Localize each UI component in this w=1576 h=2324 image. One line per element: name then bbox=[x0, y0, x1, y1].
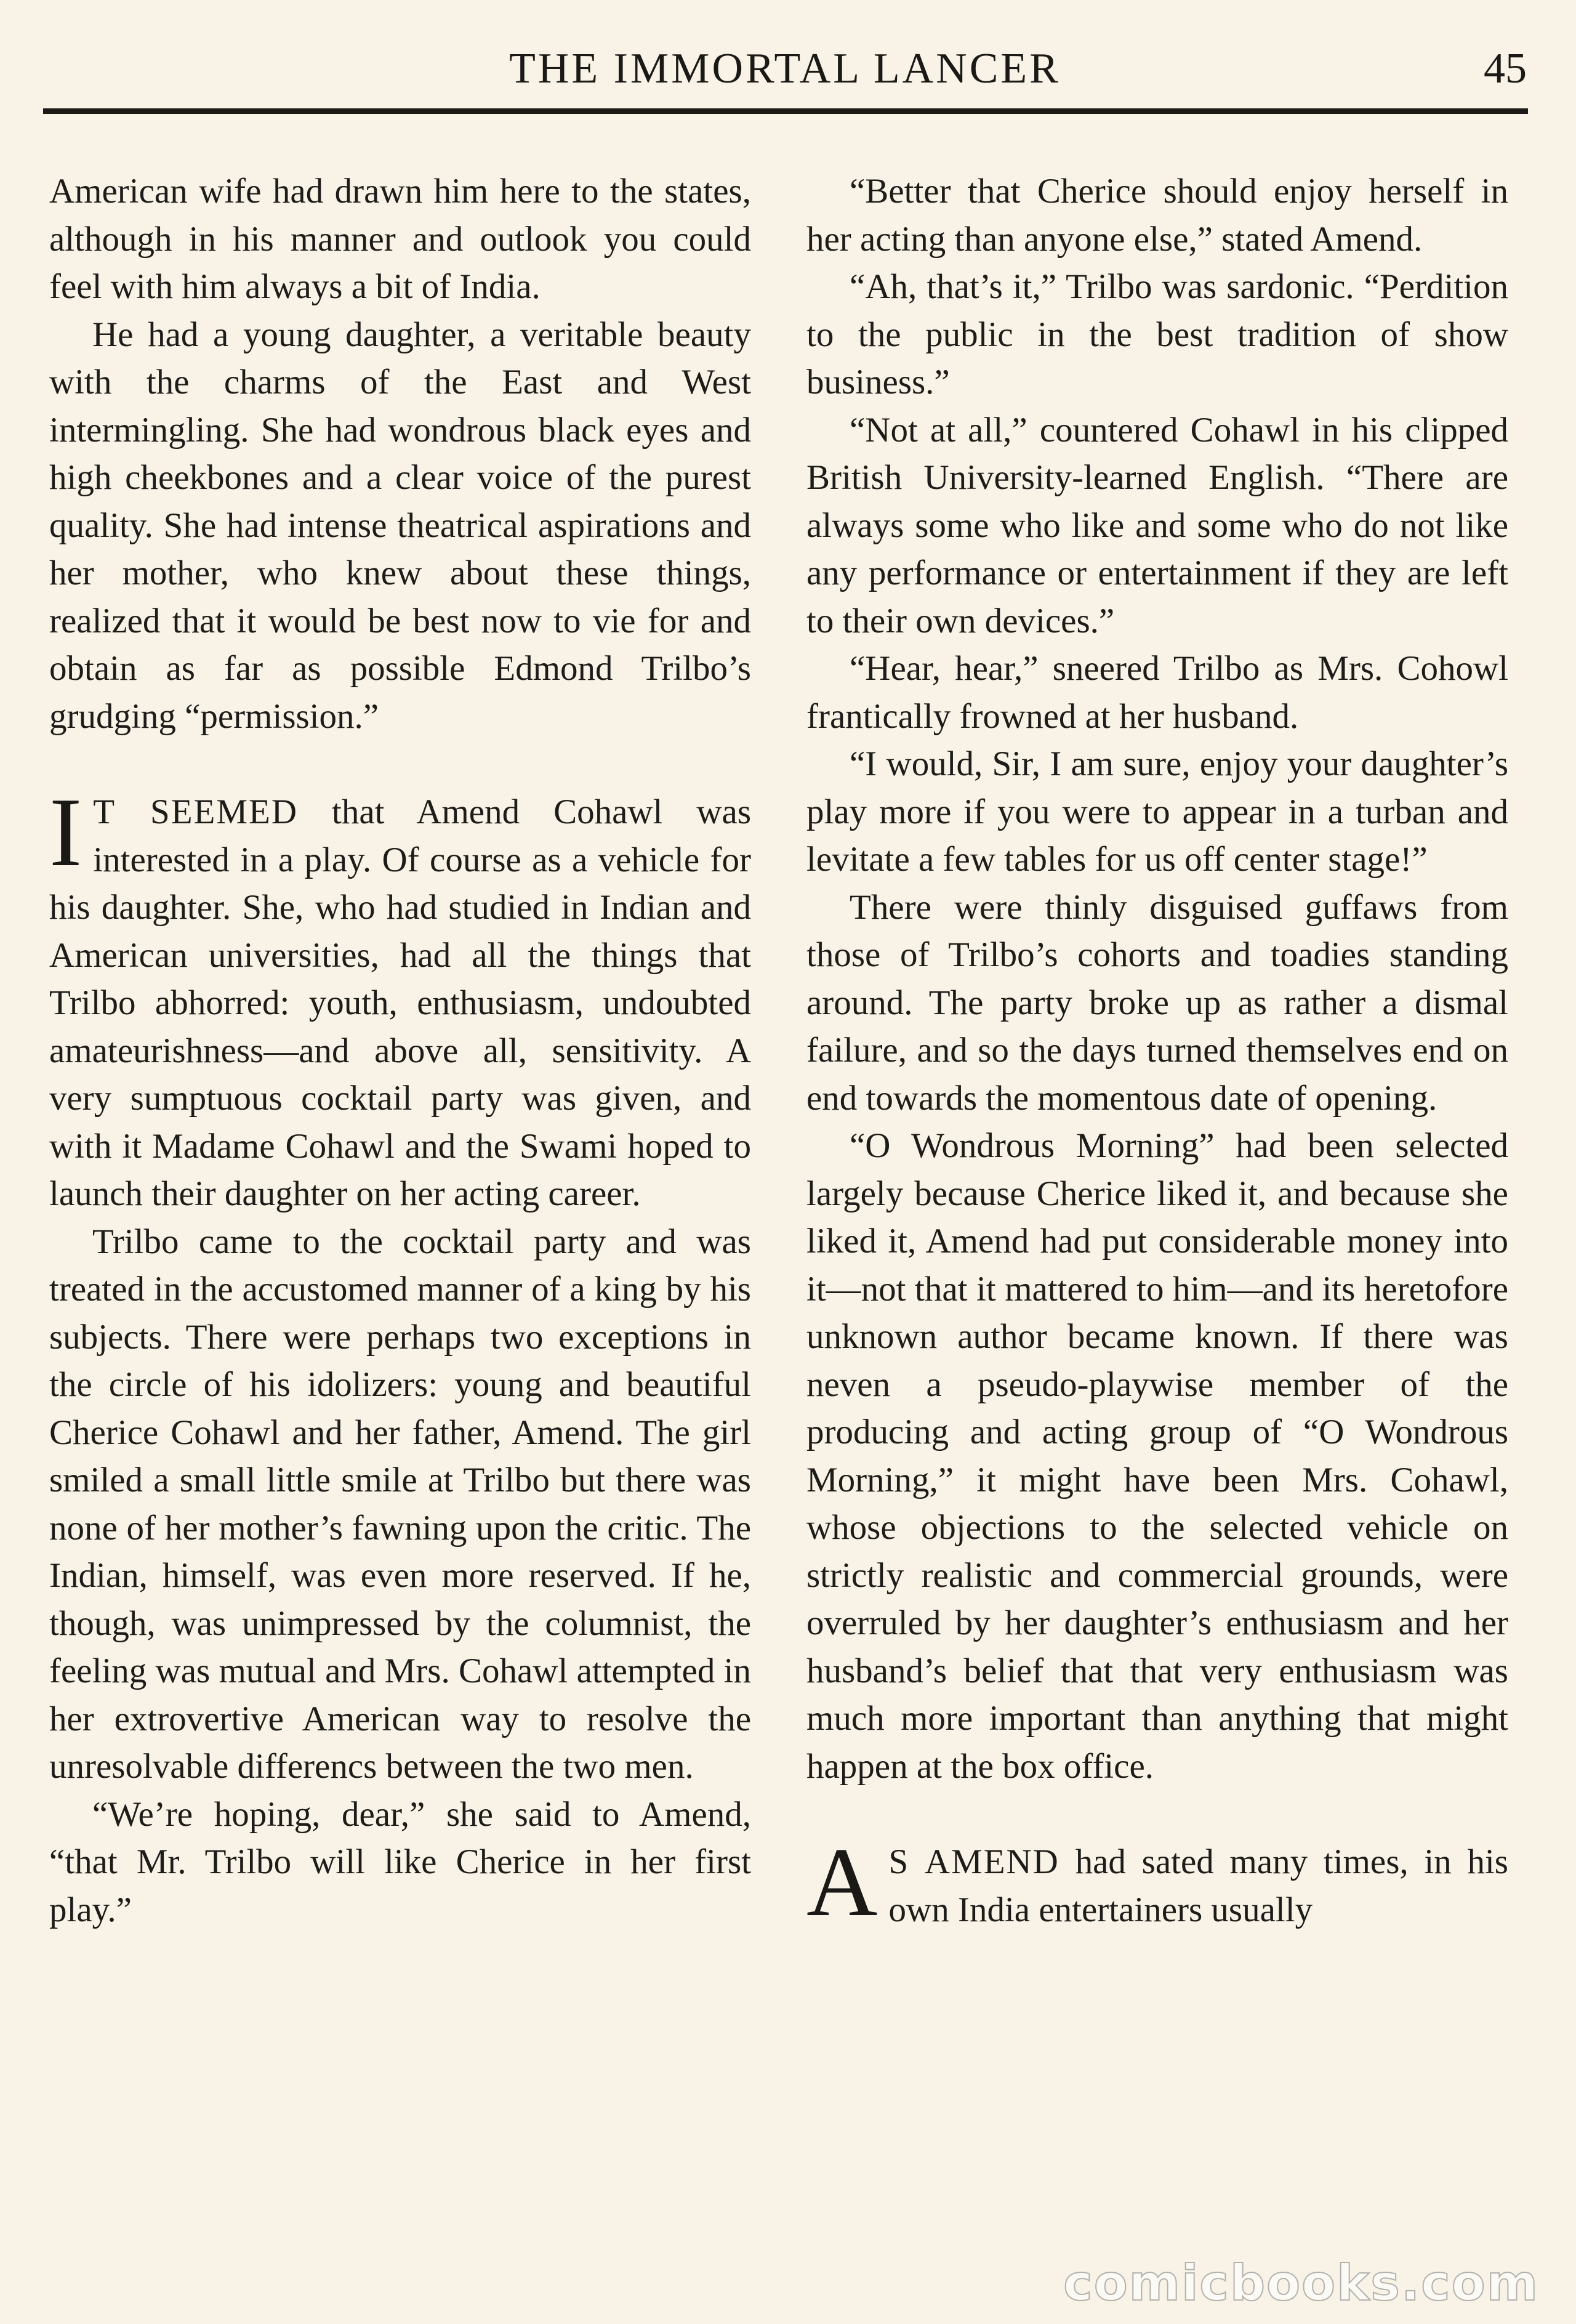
page-number: 45 bbox=[1484, 45, 1527, 92]
paragraph: “Not at all,” countered Cohawl in his clipped British University-learned English. “There are always some who like and some who do not like any performance or entertainment if they are left to their own devices.” bbox=[806, 410, 1508, 640]
paragraph: He had a young daughter, a veritable beauty with the charms of the East and West intermingling. She had wondrous black eyes and high cheekbones and a clear voice of the purest quality. She had intense theatrical aspirations and her mother, who knew about these things, realized that it would be best now to vie for and obtain as far as possible Edmond Trilbo’s grudging “permission.” bbox=[49, 315, 751, 736]
paragraph: “Ah, that’s it,” Trilbo was sardonic. “Perdition to the public in the best tradition of show business.” bbox=[806, 267, 1508, 401]
paragraph: There were thinly disguised guffaws from those of Trilbo’s cohorts and toadies standing around. The party broke up as rather a dismal failure, and so the days turned themselves end on end towards the momentous date of opening. bbox=[806, 887, 1508, 1118]
paragraph: “O Wondrous Morning” had been selected largely because Cherice liked it, and because she liked it, Amend had put considerable money into it—not that it mattered to him—and its heretofore unknown author became known. If there was neven a pseudo-playwise member of the producing and acting group of “O Wondrous Morning,” it might have been Mrs. Cohawl, whose objections to the selected vehicle on strictly realistic and commercial grounds, were overruled by her daughter’s enthusiasm and her husband’s belief that that very enthusiasm was much more important than anything that might happen at the box office. bbox=[806, 1126, 1508, 1786]
paragraph: “Better that Cherice should enjoy herself in her acting than anyone else,” stated Amend. bbox=[806, 172, 1508, 259]
paragraph-text: had sated many times, in his own India entertainers usually bbox=[888, 1842, 1508, 1929]
running-title: THE IMMORTAL LANCER bbox=[509, 45, 1061, 92]
lead-in-caps: S AMEND bbox=[888, 1842, 1059, 1881]
right-column bbox=[806, 167, 1508, 1937]
left-column bbox=[49, 167, 751, 1934]
paragraph: “Hear, hear,” sneered Trilbo as Mrs. Cohowl frantically frowned at her husband. bbox=[806, 649, 1508, 736]
paragraph: American wife had drawn him here to the states, although in his manner and outlook you could feel with him always a bit of India. bbox=[49, 172, 751, 306]
drop-cap: I bbox=[49, 777, 82, 887]
paragraph: Trilbo came to the cocktail party and was treated in the accustomed manner of a king by his subjects. There were perhaps two exceptions in the circle of his idolizers: young and beautiful Cherice Cohawl and her father, Amend. The girl smiled a small little smile at Trilbo but there was none of her mother’s fawning upon the critic. The Indian, himself, was even more reserved. If he, though, was unimpressed by the columnist, the feeling was mutual and Mrs. Cohawl attempted in her extrovertive American way to resolve the unresolvable differencs between the two men. bbox=[49, 1222, 751, 1786]
header-rule bbox=[43, 108, 1528, 114]
lead-in-caps: T SEEMED bbox=[93, 793, 299, 831]
section-paragraph bbox=[49, 777, 751, 1218]
paragraph-text: that Amend Cohawl was interested in a play. Of course as a vehicle for his daughter. She, who had studied in Indian and American universities, had all the things that Trilbo abhorred: youth, enthusiasm, undoubted amateurishness—and above all, sensitivity. A very sumptuous cocktail party was given, and with it Madame Cohawl and the Swami hoped to launch their daughter on her acting career. bbox=[49, 793, 751, 1213]
paragraph: “I would, Sir, I am sure, enjoy your daughter’s play more if you were to appear in a turban and levitate a few tables for us off center stage!” bbox=[806, 744, 1508, 879]
watermark: comicbooks.com bbox=[1063, 2254, 1539, 2312]
paragraph: “We’re hoping, dear,” she said to Amend, “that Mr. Trilbo will like Cherice in her first play.” bbox=[49, 1794, 751, 1929]
running-header bbox=[43, 38, 1527, 106]
section-paragraph bbox=[806, 1827, 1508, 1937]
drop-cap: A bbox=[806, 1827, 878, 1937]
